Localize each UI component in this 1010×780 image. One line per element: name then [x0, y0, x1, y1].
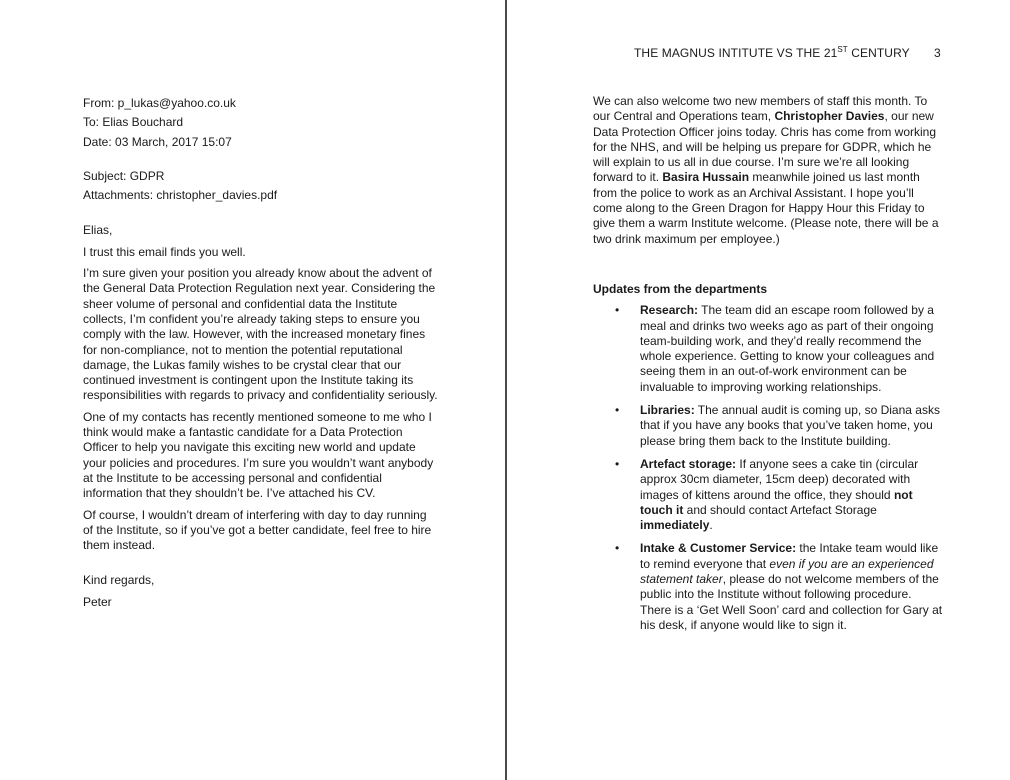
update-libraries: • Libraries: The annual audit is coming up, so Diana asks that if you have any books that you’ve taken home, you please bring them back to the Institute building. — [615, 403, 940, 448]
email-paragraph-1: I’m sure given your position you already know about the advent of the General Data Protection Regulation next year. Considering the sheer volume of personal and confidential data the Institute collects, I’m confident you’re already taking steps to ensure you comply with the law. However, with the increased monetary fines for non-compliance, not to mention the potential reputational damage, the Lukas family wishes to be crystal clear that our continued investment is contingent upon the Institute taking its responsibilities with regards to privacy and confidentiality seriously. — [83, 266, 438, 403]
email-date: Date: 03 March, 2017 15:07 — [83, 134, 232, 149]
header-title-superscript: ST — [837, 45, 848, 54]
email-greeting: I trust this email finds you well. — [83, 244, 246, 259]
header-title-suffix: CENTURY — [847, 46, 910, 60]
right-page — [507, 0, 1010, 780]
staff-name-christopher: Christopher Davies — [774, 109, 885, 124]
email-signoff: Kind regards, — [83, 573, 155, 588]
page-number: 3 — [934, 46, 941, 60]
updates-list — [593, 303, 945, 633]
intro-paragraph: We can also welcome two new members of staff this month. To our Central and Operations team, Christopher Davies, our new Data Protection Officer joins today. Chris has come from working for the NHS, and will be helping us prepare for GDPR, which he will explain to us all in due course. I’m sure we’re all looking forward to it. Basira Hussain meanwhile joined us last month from the police to work as an Archival Assistant. I hope you’ll come along to the Green Dragon for Happy Hour this Friday to give them a warm Institute welcome. (Please note, there will be a two drink maximum per employee.) — [593, 94, 939, 246]
update-intake-customer-service: • Intake & Customer Service: the Intake team would like to remind everyone that even if you are an experienced statement taker, please do not welcome members of the public into the Institute without following procedure. There is a ‘Get Well Soon’ card and collection for Gary at his desk, if anyone would like to sign it. — [615, 541, 943, 632]
header-title-prefix: THE MAGNUS INTITUTE VS THE 21 — [634, 46, 838, 60]
email-body — [83, 96, 439, 610]
email-paragraph-3: Of course, I wouldn’t dream of interfering with day to day running of the Institute, so if you’ve got a better candidate, feel free to hire them instead. — [83, 507, 432, 553]
email-salutation: Elias, — [83, 223, 113, 238]
bullet-icon: • — [615, 541, 620, 556]
bullet-icon: • — [615, 403, 620, 418]
bullet-icon: • — [615, 456, 620, 471]
email-paragraph-2: One of my contacts has recently mentioned someone to me who I think would make a fantastic candidate for a Data Protection Officer to help you navigate this exciting new world and update your policies and procedures. I’m sure you wouldn’t want anybody at the Institute to be accessing personal and confidential information that they shouldn’t be. I’ve attached his CV. — [83, 409, 434, 501]
newsletter-body — [593, 94, 945, 641]
email-to: To: Elias Bouchard — [83, 115, 184, 130]
staff-name-basira: Basira Hussain — [662, 170, 750, 185]
bullet-icon: • — [615, 303, 620, 318]
update-artefact-storage: • Artefact storage: If anyone sees a cake tin (circular approx 30cm diameter, 15cm deep) decorated with images of kittens around the office, they should not touch it and should contact Artefact Storage immediately. — [615, 456, 919, 533]
running-header — [634, 46, 914, 60]
email-attachments: Attachments: christopher_davies.pdf — [83, 188, 278, 203]
email-subject: Subject: GDPR — [83, 168, 165, 183]
email-from: From: p_lukas@yahoo.co.uk — [83, 96, 236, 110]
update-research: • Research: The team did an escape room followed by a meal and drinks two weeks ago as part of their ongoing team-building work, and they’d really recommend the whole experience. Getting to know your colleagues and seeing them in an out-of-work environment can be invaluable to improving working relationships. — [615, 303, 935, 394]
email-signature: Peter — [83, 594, 112, 609]
updates-heading: Updates from the departments — [593, 281, 768, 296]
